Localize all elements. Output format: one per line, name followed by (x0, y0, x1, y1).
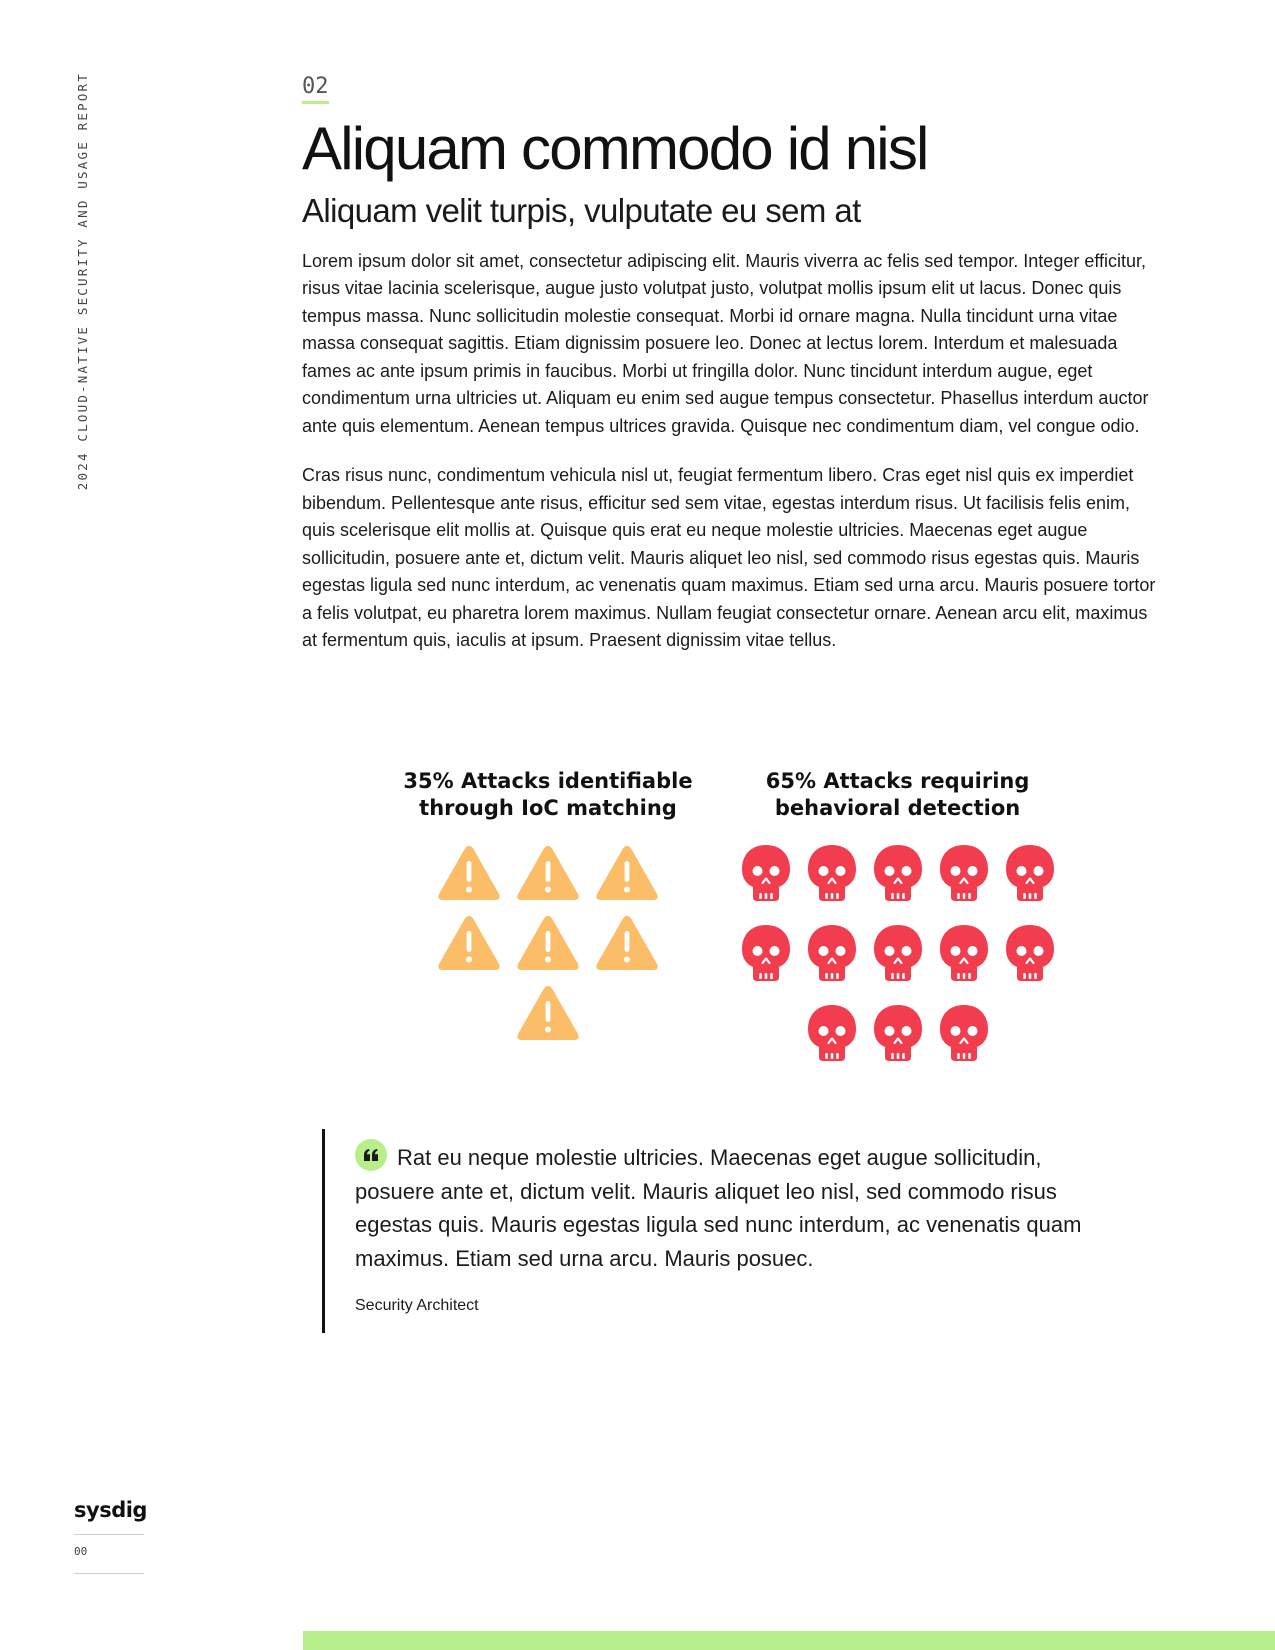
quote-icon (355, 1139, 387, 1171)
skull-icon (807, 924, 857, 982)
skull-icon (741, 924, 791, 982)
warning-icon-grid (428, 844, 668, 1042)
body-paragraph: Lorem ipsum dolor sit amet, consectetur adipiscing elit. Mauris viverra ac felis sed tempor. Integer efficitur, risus vitae lacinia scelerisque, augue justo volutpat justo, volutpat mollis ipsum elit ut lacus. Donec quis tempus massa. Nunc sollicitudin molestie consequat. Morbi id ornare magna. Nulla tincidunt urna vitae massa consequat sagittis. Etiam dignissim posuere leo. Donec at lectus lorem. Interdum et malesuada fames ac ante ipsum primis in faucibus. Morbi ut fringilla dolor. Nunc tincidunt interdum augue, eget condimentum urna ultricies ut. Aliquam eu enim sed augue tempus consectetur. Phasellus interdum auctor ante quis elementum. Aenean tempus ultrices gravida. Quisque nec condimentum diam, vel congue odio. (302, 250, 1149, 436)
skull-icon (807, 1004, 857, 1062)
stat-ioc-matching (403, 768, 692, 1062)
skull-icon (873, 844, 923, 902)
side-report-label (62, 72, 102, 491)
warning-icon (516, 844, 580, 902)
warning-icon (437, 914, 501, 972)
quote-body (355, 1139, 1112, 1275)
warning-icon (516, 914, 580, 972)
pull-quote (322, 1129, 1112, 1333)
skull-icon (1005, 844, 1055, 902)
stat-label (766, 768, 1030, 822)
skull-icon (807, 844, 857, 902)
stat-label-line: 35% Attacks identifiable (403, 769, 693, 793)
sysdig-logo: sysdig (74, 1498, 147, 1522)
skull-icon (939, 1004, 989, 1062)
skull-icon (1005, 924, 1055, 982)
skull-icon (741, 844, 791, 902)
stat-behavioral-detection (733, 768, 1063, 1062)
page-number: 00 (74, 1545, 88, 1558)
main-content (302, 74, 1164, 655)
quote-text: Rat eu neque molestie ultricies. Maecenas eget augue sollicitudin, posuere ante et, dictum velit. Mauris aliquet leo nisl, sed commodo risus egestas quis. Mauris egestas ligula sed nunc interdum, ac venenatis quam maximus. Etiam sed urna arcu. Mauris posuec. (355, 1145, 1082, 1271)
attack-stats-infographic (302, 768, 1164, 1062)
body-paragraph: Cras risus nunc, condimentum vehicula nisl ut, feugiat fermentum libero. Cras eget nisl quis ex imperdiet bibendum. Pellentesque ante risus, efficitur sed sem vitae, egestas interdum risus. Ut facilisis felis enim, quis scelerisque elit mollis at. Quisque quis erat eu neque molestie ultricies. Maecenas eget augue sollicitudin, posuere ante et, dictum velit. Mauris aliquet leo nisl, sed commodo risus egestas quis. Mauris egestas ligula sed nunc interdum, ac venenatis quam maximus. Etiam sed urna arcu. Mauris posuere tortor a felis volutpat, eu pharetra lorem maximus. Nullam feugiat consectetur ornare. Aenean arcu elit, maximus at fermentum quis, iaculis at ipsum. Praesent dignissim vitae tellus. (302, 465, 1156, 651)
skull-icon-grid (733, 844, 1063, 1062)
side-label-text: 2024 CLOUD-NATIVE SECURITY AND USAGE REPORT (74, 72, 90, 491)
page-subtitle: Aliquam velit turpis, vulputate eu sem at (302, 192, 861, 229)
skull-icon (873, 924, 923, 982)
page-title: Aliquam commodo id nisl (302, 115, 928, 182)
footer-divider (74, 1534, 144, 1535)
stat-label-line: through IoC matching (419, 796, 677, 820)
skull-icon (939, 924, 989, 982)
stat-label-line: 65% Attacks requiring (765, 769, 1030, 793)
stat-label-line: behavioral detection (774, 796, 1021, 820)
warning-icon (437, 844, 501, 902)
footer-divider (74, 1573, 144, 1574)
warning-icon (595, 914, 659, 972)
stat-label (403, 768, 692, 822)
warning-icon (516, 984, 580, 1042)
skull-icon (939, 844, 989, 902)
chapter-number: 02 (302, 74, 329, 104)
quote-author: Security Architect (355, 1297, 479, 1314)
accent-bottom-bar (303, 1631, 1275, 1650)
warning-icon (595, 844, 659, 902)
skull-icon (873, 1004, 923, 1062)
